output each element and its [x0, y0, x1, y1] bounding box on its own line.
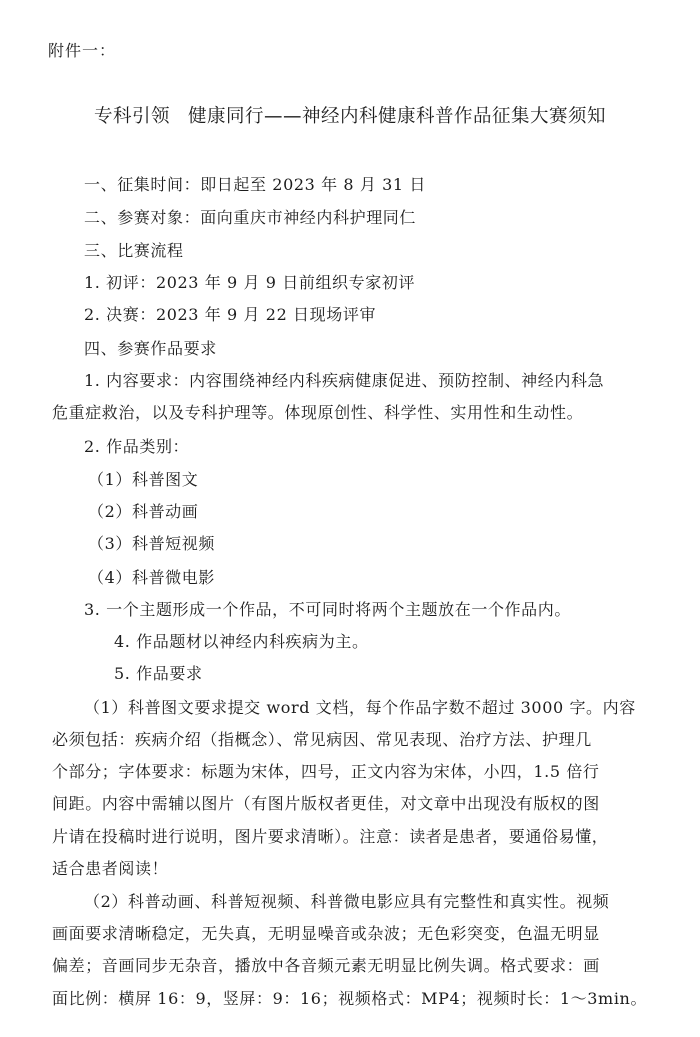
- category-item: （2）科普动画: [88, 502, 199, 521]
- requirement-categories: 2. 作品类别：: [84, 437, 190, 456]
- section-competition-process: 三、比赛流程: [84, 241, 184, 260]
- paragraph-graphic-line: 个部分；字体要求：标题为宋体，四号，正文内容为宋体，小四，1.5 倍行: [52, 762, 600, 781]
- title-part-1: 专科引领: [93, 106, 170, 127]
- section-work-requirements: 四、参赛作品要求: [84, 339, 217, 358]
- paragraph-video-line: 面比例：横屏 16：9，竖屏：9：16；视频格式：MP4；视频时长：1～3min。: [52, 989, 648, 1008]
- category-item: （3）科普短视频: [88, 534, 215, 553]
- paragraph-video-line: （2）科普动画、科普短视频、科普微电影应具有完整性和真实性。视频: [84, 892, 610, 911]
- paragraph-graphic-line: （1）科普图文要求提交 word 文档，每个作品字数不超过 3000 字。内容: [84, 698, 636, 717]
- section-participants: 二、参赛对象：面向重庆市神经内科护理同仁: [84, 208, 417, 227]
- paragraph-graphic-line: 必须包括：疾病介绍（指概念）、常见病因、常见表现、治疗方法、护理几: [52, 730, 592, 749]
- paragraph-graphic-line: 片请在投稿时进行说明，图片要求清晰）。注意：读者是患者，要通俗易懂，: [52, 827, 609, 846]
- document-title: [0, 102, 700, 128]
- paragraph-video-line: 偏差；音画同步无杂音，播放中各音频元素无明显比例失调。格式要求：画: [52, 956, 600, 975]
- requirement-one-theme: 3. 一个主题形成一个作品，不可同时将两个主题放在一个作品内。: [84, 600, 571, 619]
- requirement-content-line-1: 1. 内容要求：内容围绕神经内科疾病健康促进、预防控制、神经内科急: [84, 371, 605, 390]
- requirement-content-line-2: 危重症救治，以及专科护理等。体现原创性、科学性、实用性和生动性。: [52, 403, 584, 422]
- paragraph-graphic-line: 适合患者阅读！: [52, 859, 169, 878]
- paragraph-graphic-line: 间距。内容中需辅以图片（有图片版权者更佳，对文章中出现没有版权的图: [52, 794, 600, 813]
- paragraph-video-line: 画面要求清晰稳定，无失真，无明显噪音或杂波；无色彩突变，色温无明显: [52, 924, 600, 943]
- section-collection-time: 一、征集时间：即日起至 2023 年 8 月 31 日: [84, 175, 426, 194]
- process-preliminary: 1. 初评：2023 年 9 月 9 日前组织专家初评: [84, 273, 416, 292]
- title-part-2: 健康同行——神经内科健康科普作品征集大赛须知: [188, 106, 607, 127]
- requirement-work-heading: 5. 作品要求: [114, 664, 203, 683]
- requirement-subject: 4. 作品题材以神经内科疾病为主。: [114, 632, 369, 651]
- category-item: （4）科普微电影: [88, 568, 215, 587]
- attachment-label: 附件一：: [48, 41, 117, 60]
- process-final: 2. 决赛：2023 年 9 月 22 日现场评审: [84, 305, 377, 324]
- category-item: （1）科普图文: [88, 470, 199, 489]
